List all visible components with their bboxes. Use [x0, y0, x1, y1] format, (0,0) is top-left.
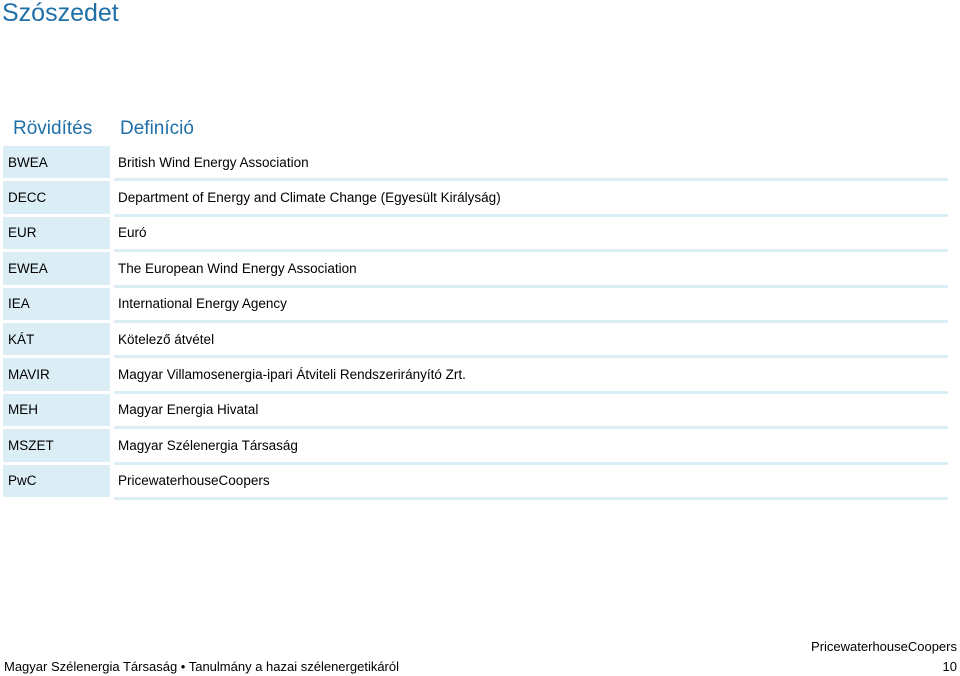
- definition-cell: British Wind Energy Association: [114, 146, 948, 181]
- definition-cell: The European Wind Energy Association: [114, 252, 948, 287]
- table-row: [3, 217, 948, 252]
- page-number: 10: [942, 659, 957, 674]
- abbreviation-cell: EWEA: [3, 252, 110, 287]
- definition-cell: Magyar Szélenergia Társaság: [114, 429, 948, 464]
- abbreviation-cell: KÁT: [3, 323, 110, 358]
- table-row: [3, 323, 948, 358]
- page-title: Szószedet: [2, 0, 119, 27]
- header-definition: Definíció: [120, 118, 194, 139]
- abbreviation-cell: PwC: [3, 465, 110, 500]
- table-row: [3, 429, 948, 464]
- definition-cell: Department of Energy and Climate Change (Egyesült Királyság): [114, 181, 948, 216]
- abbreviation-cell: EUR: [3, 217, 110, 252]
- header-abbreviation: Rövidítés: [13, 118, 93, 139]
- abbreviation-cell: BWEA: [3, 146, 110, 181]
- abbreviation-cell: DECC: [3, 181, 110, 216]
- definition-cell: PricewaterhouseCoopers: [114, 465, 948, 500]
- abbreviation-cell: IEA: [3, 288, 110, 323]
- table-row: [3, 252, 948, 287]
- table-row: [3, 465, 948, 500]
- definition-cell: Magyar Energia Hivatal: [114, 394, 948, 429]
- abbreviation-cell: MAVIR: [3, 358, 110, 393]
- definition-cell: Euró: [114, 217, 948, 252]
- table-row: [3, 358, 948, 393]
- table-header: [3, 112, 948, 146]
- table-row: [3, 146, 948, 181]
- footer-document-title: Magyar Szélenergia Társaság • Tanulmány a hazai szélenergetikáról: [4, 659, 400, 674]
- abbreviation-cell: MEH: [3, 394, 110, 429]
- table-row: [3, 288, 948, 323]
- table-row: [3, 394, 948, 429]
- definition-cell: Magyar Villamosenergia-ipari Átviteli Rendszerirányító Zrt.: [114, 358, 948, 393]
- definition-cell: Kötelező átvétel: [114, 323, 948, 358]
- glossary-table: [3, 112, 948, 500]
- abbreviation-cell: MSZET: [3, 429, 110, 464]
- definition-cell: International Energy Agency: [114, 288, 948, 323]
- table-row: [3, 181, 948, 216]
- footer-company: PricewaterhouseCoopers: [811, 639, 957, 654]
